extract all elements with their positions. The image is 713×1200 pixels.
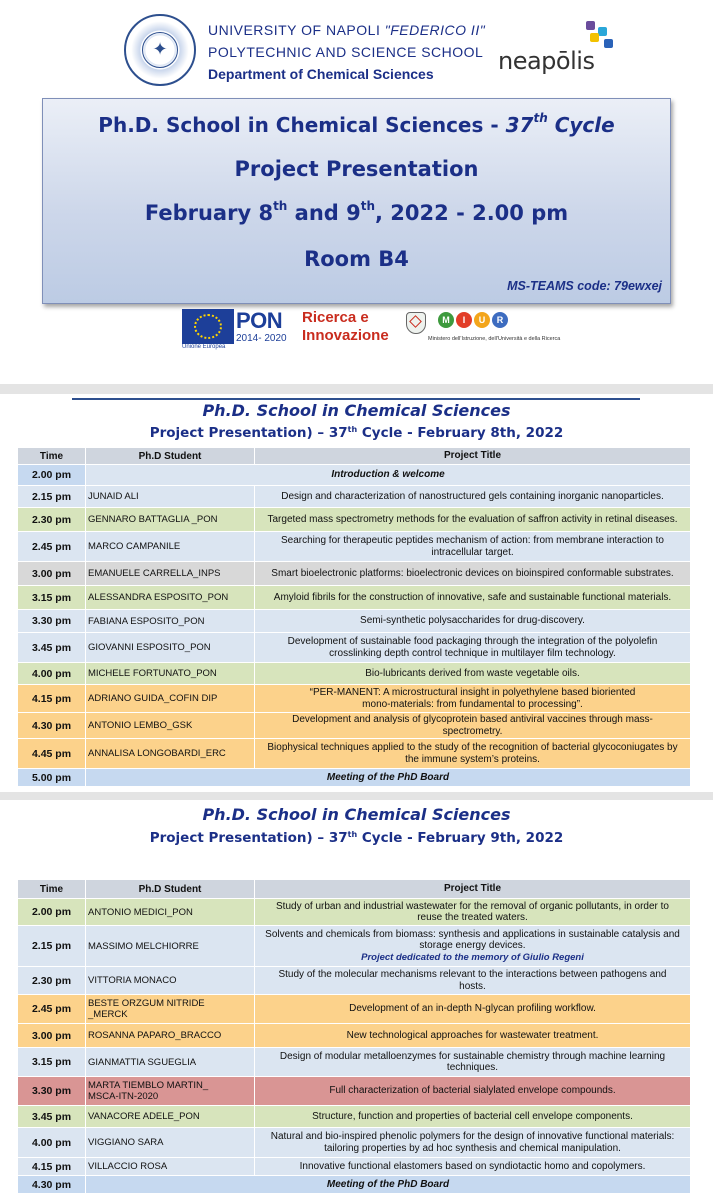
miur-letter-i: I bbox=[456, 312, 472, 328]
row-title-text: Development and analysis of glycoprotein based antiviral vaccines through mass- bbox=[292, 714, 653, 725]
table-row bbox=[18, 995, 690, 1024]
row-student: VILLACCIO ROSA bbox=[86, 1158, 255, 1175]
banner-school-title bbox=[43, 113, 670, 137]
row-time: 2.30 pm bbox=[18, 508, 86, 531]
row-title-text: Meeting of the PhD Board bbox=[326, 771, 450, 783]
row-student-text: MARTA TIEMBLO MARTIN_ bbox=[88, 1080, 209, 1091]
row-student: ANNALISA LONGOBARDI_ERC bbox=[86, 739, 255, 768]
row-title bbox=[255, 586, 690, 609]
teams-code: MS-TEAMS code: 79ewxej bbox=[507, 279, 662, 293]
row-title-text: Design and characterization of nanostructured gels containing inorganic nanoparticles. bbox=[281, 490, 664, 502]
row-student: GIOVANNI ESPOSITO_PON bbox=[86, 633, 255, 662]
university-name bbox=[208, 19, 485, 41]
banner-date-b: and 9 bbox=[287, 201, 361, 225]
day2-subtitle-b: Cycle - February 9th, 2022 bbox=[357, 830, 564, 846]
row-title-text-2: techniques. bbox=[446, 1062, 499, 1073]
row-title bbox=[255, 1077, 690, 1105]
row-title-text: Introduction & welcome bbox=[331, 469, 445, 481]
row-title-text: Smart bioelectronic platforms: bioelectronic devices on bioinspired conformable substrates. bbox=[271, 567, 674, 579]
table-header-row bbox=[18, 448, 690, 465]
row-time: 2.15 pm bbox=[18, 486, 86, 507]
row-title bbox=[86, 1176, 690, 1193]
italian-emblem-icon bbox=[406, 312, 426, 334]
pon-word: PON bbox=[236, 308, 283, 333]
row-title bbox=[255, 610, 690, 632]
row-time: 3.00 pm bbox=[18, 562, 86, 585]
table-header-row bbox=[18, 880, 690, 899]
row-title-text: Innovative functional elastomers based on syndiotactic homo and copolymers. bbox=[299, 1160, 646, 1172]
row-title-text: Structure, function and properties of bacterial cell envelope components. bbox=[312, 1110, 633, 1122]
dedication-text: Project dedicated to the memory of Giulio Regeni bbox=[361, 951, 584, 963]
banner-cycle-number: 37 bbox=[505, 113, 534, 137]
row-student: MICHELE FORTUNATO_PON bbox=[86, 663, 255, 684]
row-student-text-2: _MERCK bbox=[88, 1009, 128, 1020]
row-student: ANTONIO MEDICI_PON bbox=[86, 899, 255, 925]
row-title-text-2: hosts. bbox=[459, 980, 486, 992]
row-time: 2.45 pm bbox=[18, 995, 86, 1023]
ministry-label: Ministero dell'Istruzione, dell'Università e della Ricerca bbox=[428, 336, 561, 342]
row-title-text-2: spectrometry. bbox=[442, 725, 503, 737]
university-federico: "FEDERICO II" bbox=[384, 22, 486, 38]
logo-square-icon bbox=[598, 27, 607, 36]
row-title bbox=[255, 967, 690, 994]
row-title bbox=[255, 508, 690, 531]
table-row bbox=[18, 713, 690, 739]
row-time: 4.30 pm bbox=[18, 713, 86, 738]
pon-innovazione: Innovazione bbox=[302, 327, 389, 344]
seal-center-icon: ✦ bbox=[142, 32, 178, 68]
row-title-text: Targeted mass spectrometry methods for the evaluation of saffron activity in retinal diseases. bbox=[267, 513, 678, 525]
row-title-text: Study of urban and industrial wastewater for the removal of organic pollutants, in order to bbox=[276, 900, 669, 912]
title-banner bbox=[42, 98, 671, 304]
table-row bbox=[18, 586, 690, 610]
eu-label: Unione Europea bbox=[182, 344, 226, 350]
table-row bbox=[18, 532, 690, 562]
row-title bbox=[86, 465, 690, 485]
row-title-text: New technological approaches for wastewater treatment. bbox=[346, 1029, 599, 1041]
banner-date-a: February 8 bbox=[144, 201, 274, 225]
table-row bbox=[18, 1176, 690, 1194]
banner-room: Room B4 bbox=[304, 247, 409, 271]
day1-top-rule bbox=[72, 398, 640, 400]
col-time: Time bbox=[18, 880, 86, 898]
row-title-text: Development of sustainable food packaging through the integration of the polyolefin bbox=[287, 636, 658, 647]
day1-title: Ph.D. School in Chemical Sciences bbox=[202, 401, 511, 420]
university-prefix: UNIVERSITY OF NAPOLI bbox=[208, 22, 385, 38]
logo-square-icon bbox=[604, 39, 613, 48]
row-student: FABIANA ESPOSITO_PON bbox=[86, 610, 255, 632]
row-student-text-2: MSCA-ITN-2020 bbox=[88, 1091, 159, 1102]
row-title bbox=[86, 769, 690, 786]
row-time: 2.45 pm bbox=[18, 532, 86, 561]
separator bbox=[0, 792, 713, 800]
row-title bbox=[255, 663, 690, 684]
row-time: 3.00 pm bbox=[18, 1024, 86, 1047]
table-row bbox=[18, 562, 690, 586]
row-time: 3.15 pm bbox=[18, 586, 86, 609]
logo-square-icon bbox=[590, 33, 599, 42]
department-name: Department of Chemical Sciences bbox=[208, 66, 434, 82]
row-student: GENNARO BATTAGLIA _PON bbox=[86, 508, 255, 531]
row-time: 3.30 pm bbox=[18, 610, 86, 632]
row-title-text: Design of modular metalloenzymes for sustainable chemistry through machine learning bbox=[279, 1050, 666, 1062]
row-student: JUNAID ALI bbox=[86, 486, 255, 507]
banner-dates bbox=[43, 201, 670, 225]
row-title bbox=[255, 1158, 690, 1175]
pon-ricerca: Ricerca e bbox=[302, 309, 369, 326]
row-title bbox=[255, 486, 690, 507]
row-time: 3.30 pm bbox=[18, 1077, 86, 1105]
table-row bbox=[18, 926, 690, 967]
row-time: 2.15 pm bbox=[18, 926, 86, 966]
day1-subtitle-a: Project Presentation) – 37 bbox=[149, 425, 348, 441]
table-row bbox=[18, 663, 690, 685]
row-title bbox=[255, 633, 690, 662]
miur-logo bbox=[438, 312, 518, 330]
table-row bbox=[18, 1128, 690, 1158]
row-student: MASSIMO MELCHIORRE bbox=[86, 926, 255, 966]
row-title bbox=[255, 713, 690, 738]
col-time: Time bbox=[18, 448, 86, 464]
row-student bbox=[86, 995, 255, 1023]
header bbox=[0, 0, 713, 90]
university-text bbox=[208, 19, 485, 85]
day1-subtitle-b: Cycle - February 8th, 2022 bbox=[357, 425, 564, 441]
row-title bbox=[255, 995, 690, 1023]
table-row bbox=[18, 899, 690, 926]
row-title bbox=[255, 899, 690, 925]
table-row bbox=[18, 739, 690, 769]
separator bbox=[0, 384, 713, 394]
miur-letter-r: R bbox=[492, 312, 508, 328]
row-time: 4.00 pm bbox=[18, 663, 86, 684]
table-row bbox=[18, 1106, 690, 1128]
row-time: 3.15 pm bbox=[18, 1048, 86, 1076]
row-title bbox=[255, 1048, 690, 1076]
table-row bbox=[18, 1024, 690, 1048]
banner-cycle-word: Cycle bbox=[547, 113, 615, 137]
pon-logo-strip bbox=[180, 308, 561, 352]
table-row bbox=[18, 486, 690, 508]
table-row bbox=[18, 967, 690, 995]
banner-project-presentation: Project Presentation bbox=[234, 157, 479, 181]
pon-years: 2014- 2020 bbox=[236, 333, 287, 344]
row-student: MARCO CAMPANILE bbox=[86, 532, 255, 561]
row-time: 5.00 pm bbox=[18, 769, 86, 786]
row-title bbox=[255, 1128, 690, 1157]
table-row bbox=[18, 1048, 690, 1077]
row-time: 3.45 pm bbox=[18, 633, 86, 662]
row-student: VIGGIANO SARA bbox=[86, 1128, 255, 1157]
col-title: Project Title bbox=[443, 450, 502, 462]
row-time: 3.45 pm bbox=[18, 1106, 86, 1127]
col-student: Ph.D Student bbox=[86, 880, 255, 898]
row-time: 4.00 pm bbox=[18, 1128, 86, 1157]
neapolis-logo bbox=[498, 19, 616, 75]
row-title bbox=[255, 1024, 690, 1047]
table-row bbox=[18, 769, 690, 787]
row-title-text-2: tailoring properties by ad hoc synthesis and chemical manipulation. bbox=[324, 1142, 621, 1154]
table-row bbox=[18, 508, 690, 532]
miur-letter-u: U bbox=[474, 312, 490, 328]
row-title-text: Meeting of the PhD Board bbox=[326, 1178, 450, 1190]
neapolis-wordmark: neapōlis bbox=[498, 47, 595, 75]
table-row bbox=[18, 465, 690, 486]
row-title-text: Solvents and chemicals from biomass: synthesis and applications in sustainable catalysis and bbox=[265, 928, 680, 940]
row-time: 2.00 pm bbox=[18, 465, 86, 485]
row-title bbox=[255, 926, 690, 966]
row-title-text-2: storage energy devices. bbox=[419, 940, 526, 952]
row-title bbox=[255, 739, 690, 768]
row-title-text-2: intracellular target. bbox=[431, 546, 514, 558]
day1-subtitle-sup: th bbox=[347, 425, 358, 434]
row-title-text: Semi-synthetic polysaccharides for drug-discovery. bbox=[360, 615, 585, 627]
row-student: ALESSANDRA ESPOSITO_PON bbox=[86, 586, 255, 609]
day1-subtitle bbox=[0, 425, 713, 441]
row-student-text: BESTE ORZGUM NITRIDE bbox=[88, 998, 205, 1009]
banner-date-c: , 2022 - 2.00 pm bbox=[375, 201, 569, 225]
row-student: VITTORIA MONACO bbox=[86, 967, 255, 994]
col-student: Ph.D Student bbox=[86, 448, 255, 464]
row-title-text: Bio-lubricants derived from waste vegetable oils. bbox=[365, 667, 580, 679]
row-title-text: “PER-MANENT: A microstructural insight in polyethylene based bioriented bbox=[309, 687, 636, 698]
row-time: 4.15 pm bbox=[18, 685, 86, 712]
row-student bbox=[86, 1077, 255, 1105]
day2-subtitle-a: Project Presentation) – 37 bbox=[149, 830, 348, 846]
row-title bbox=[255, 562, 690, 585]
eu-stars-icon bbox=[194, 314, 222, 339]
row-title-text: Study of the molecular mechanisms relevant to the interactions between pathogens and bbox=[278, 969, 667, 980]
day2-title: Ph.D. School in Chemical Sciences bbox=[202, 805, 511, 824]
row-title-text: Development of an in-depth N-glycan profiling workflow. bbox=[349, 1003, 596, 1015]
banner-date-sup2: th bbox=[360, 199, 376, 213]
table-row bbox=[18, 610, 690, 633]
eu-flag-icon bbox=[182, 309, 234, 344]
col-title: Project Title bbox=[443, 883, 502, 895]
row-title-text: Searching for therapeutic peptides mechanism of action: from membrane interaction to bbox=[281, 535, 664, 546]
table-row bbox=[18, 1158, 690, 1176]
row-title bbox=[255, 685, 690, 712]
row-title-text-2: crosslinking depth control technique in multilayer film technology. bbox=[329, 647, 616, 659]
row-title-text: Biophysical techniques applied to the study of the recognition of bacterial glycoconiugates by bbox=[267, 742, 678, 753]
row-time: 2.30 pm bbox=[18, 967, 86, 994]
row-time: 4.30 pm bbox=[18, 1176, 86, 1193]
miur-letter-m: M bbox=[438, 312, 454, 328]
school-name: POLYTECHNIC AND SCIENCE SCHOOL bbox=[208, 44, 484, 60]
logo-square-icon bbox=[586, 21, 595, 30]
banner-school-text: Ph.D. School in Chemical Sciences - bbox=[98, 113, 506, 137]
row-student: GIANMATTIA SGUEGLIA bbox=[86, 1048, 255, 1076]
table-row bbox=[18, 1077, 690, 1106]
row-title bbox=[255, 1106, 690, 1127]
row-title-text: Amyloid fibrils for the construction of innovative, safe and sustainable functional materials. bbox=[273, 591, 672, 603]
row-title-text-2: the immune system’s proteins. bbox=[405, 753, 540, 765]
row-student: VANACORE ADELE_PON bbox=[86, 1106, 255, 1127]
row-student: ADRIANO GUIDA_COFIN DIP bbox=[86, 685, 255, 712]
day2-subtitle-sup: th bbox=[347, 830, 358, 839]
row-time: 4.45 pm bbox=[18, 739, 86, 768]
banner-cycle-sup: th bbox=[533, 111, 548, 125]
row-student: EMANUELE CARRELLA_INPS bbox=[86, 562, 255, 585]
row-title bbox=[255, 532, 690, 561]
row-time: 4.15 pm bbox=[18, 1158, 86, 1175]
row-title-text-2: reuse the treated waters. bbox=[417, 912, 528, 923]
university-seal-icon bbox=[124, 14, 196, 86]
row-title-text-2: mono-materials: from fundamental to processing”. bbox=[362, 698, 583, 710]
row-student: ROSANNA PAPARO_BRACCO bbox=[86, 1024, 255, 1047]
table-row bbox=[18, 685, 690, 713]
row-title-text: Full characterization of bacterial sialylated envelope compounds. bbox=[329, 1085, 616, 1097]
day2-subtitle bbox=[0, 830, 713, 846]
row-student: ANTONIO LEMBO_GSK bbox=[86, 713, 255, 738]
row-time: 2.00 pm bbox=[18, 899, 86, 925]
banner-date-sup1: th bbox=[273, 199, 288, 213]
table-row bbox=[18, 633, 690, 663]
row-title-text: Natural and bio-inspired phenolic polymers for the design of innovative functional materials: bbox=[270, 1131, 675, 1142]
